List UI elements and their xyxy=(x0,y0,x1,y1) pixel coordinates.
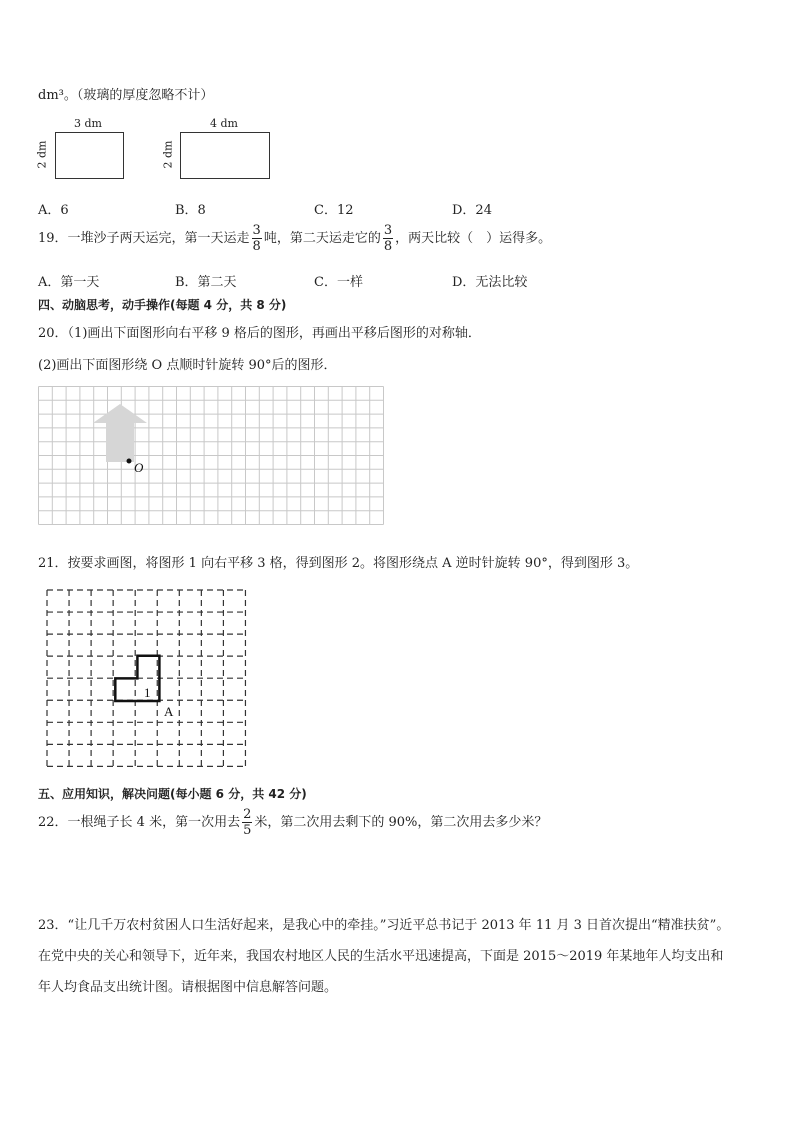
q19-suffix: ，两天比较（ ）运得多。 xyxy=(395,231,552,246)
rect2-width-label: 4 dm xyxy=(210,117,238,130)
q20-point-o xyxy=(127,459,132,464)
q22-text xyxy=(38,808,547,837)
q20-line1: 20．（1)画出下面图形向右平移 9 格后的图形，再画出平移后图形的对称轴． xyxy=(38,326,481,341)
q19-fraction-1: $\frac{3}{8}$ xyxy=(252,223,261,254)
rect2-height-label: 2 dm xyxy=(161,140,175,169)
q19-option-d[interactable]: D．无法比较 xyxy=(452,275,528,290)
q19-option-c[interactable]: C．一样 xyxy=(314,275,363,290)
q21-text: 21．按要求画图，将图形 1 向右平移 3 格，得到图形 2。将图形绕点 A 逆时针旋转 90°，得到图形 3。 xyxy=(38,556,639,571)
q18-option-a[interactable]: A．6 xyxy=(38,203,69,218)
q19-fraction-2: $\frac{3}{8}$ xyxy=(383,223,393,254)
q23-line1: 23．“让几千万农村贫困人口生活好起来，是我心中的牵挂。”习近平总书记于 2013 年 11 月 3 日首次提出“精准扶贫”。 xyxy=(38,918,730,933)
q21-point-a-label: A xyxy=(164,704,174,719)
q20-point-o-label: O xyxy=(134,460,144,475)
q18-option-d[interactable]: D．24 xyxy=(452,203,492,218)
q19-prefix: 19．一堆沙子两天运完，第一天运走 xyxy=(38,231,250,246)
q23-line2: 在党中央的关心和领导下，近年来，我国农村地区人民的生活水平迅速提高，下面是 2015～2019 年某地年人均支出和 xyxy=(38,949,724,964)
q20-arrow-shape xyxy=(93,404,147,462)
rect1-width-label: 3 dm xyxy=(74,117,102,130)
q22-fraction: $\frac{2}{5}$ xyxy=(243,807,252,838)
q19-option-b[interactable]: B．第二天 xyxy=(175,275,237,290)
section4-heading: 四、动脑思考，动手操作(每题 4 分，共 8 分) xyxy=(38,298,287,312)
q22-suffix: 米，第二次用去剩下的 90%，第二次用去多少米？ xyxy=(254,815,548,830)
q19-text xyxy=(38,224,551,253)
q21-grid xyxy=(46,589,252,771)
q22-prefix: 22．一根绳子长 4 米，第一次用去 xyxy=(38,815,241,830)
rect1 xyxy=(55,132,124,179)
q20-line2: (2)画出下面图形绕 O 点顺时针旋转 90°后的图形． xyxy=(38,358,337,373)
rect2 xyxy=(180,132,270,179)
q19-middle: 吨，第二天运走它的 xyxy=(263,231,381,246)
q20-grid xyxy=(38,386,388,536)
header-line: dm³。（玻璃的厚度忽略不计） xyxy=(38,88,214,103)
section5-heading: 五、应用知识，解决问题(每小题 6 分，共 42 分) xyxy=(38,787,307,801)
q21-figure-1-label: 1 xyxy=(144,685,151,700)
q23-line3: 年人均食品支出统计图。请根据图中信息解答问题。 xyxy=(38,980,338,995)
q18-option-c[interactable]: C．12 xyxy=(314,203,354,218)
rect1-height-label: 2 dm xyxy=(35,140,49,169)
q19-option-a[interactable]: A．第一天 xyxy=(38,275,100,290)
q18-option-b[interactable]: B．8 xyxy=(175,203,206,218)
